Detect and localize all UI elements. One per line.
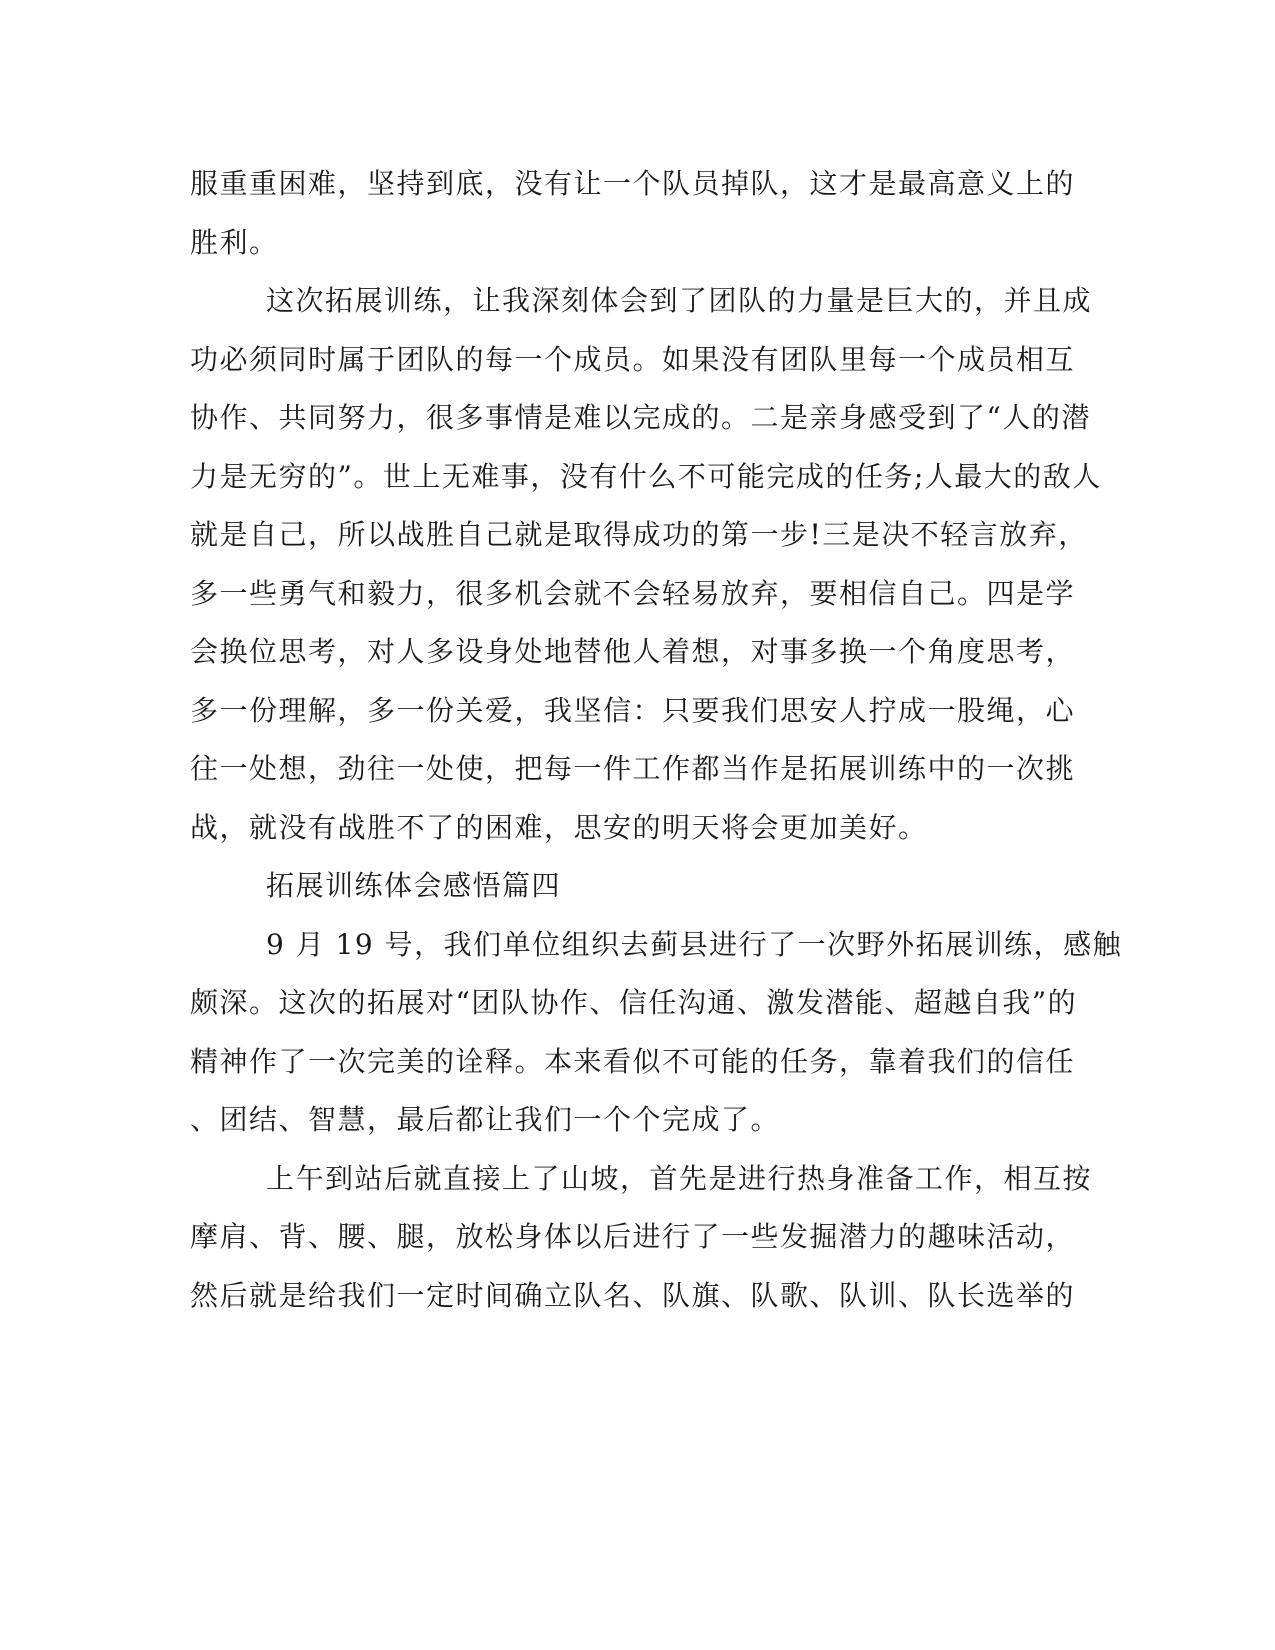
text-line: 往一处想，劲往一处使，把每一件工作都当作是拓展训练中的一次挑	[190, 752, 1076, 785]
paragraph-first-line: 这次拓展训练，让我深刻体会到了团队的力量是巨大的，并且成	[266, 284, 1093, 317]
paragraph-first-line: 上午到站后就直接上了山坡，首先是进行热身准备工作，相互按	[266, 1161, 1093, 1195]
text-line: 协作、共同努力，很多事情是难以完成的。二是亲身感受到了“人的潜	[190, 401, 1091, 434]
text-line: 战，就没有战胜不了的困难，思安的明天将会更加美好。	[190, 810, 928, 844]
text-line: 然后就是给我们一定时间确立队名、队旗、队歌、队训、队长选举的	[190, 1278, 1076, 1312]
text-line: 就是自己，所以战胜自己就是取得成功的第一步!三是决不轻言放弃，	[190, 518, 1088, 551]
paragraph-first-line: 9 月 19 号，我们单位组织去蓟县进行了一次野外拓展训练，感触	[266, 927, 1123, 961]
text-line: 精神作了一次完美的诠释。本来看似不可能的任务，靠着我们的信任	[190, 1044, 1076, 1078]
text-line: 胜利。	[190, 225, 279, 259]
paragraph-first-line: 拓展训练体会感悟篇四	[266, 869, 562, 902]
text-line: 功必须同时属于团队的每一个成员。如果没有团队里每一个成员相互	[190, 342, 1076, 376]
text-line: 多一份理解，多一份关爱，我坚信：只要我们思安人拧成一股绳，心	[190, 693, 1076, 727]
text-line: 服重重困难，坚持到底，没有让一个队员掉队，这才是最高意义上的	[190, 167, 1076, 200]
text-line: 多一些勇气和毅力，很多机会就不会轻易放弃，要相信自己。四是学	[190, 576, 1076, 610]
text-line: 摩肩、背、腰、腿，放松身体以后进行了一些发掘潜力的趣味活动，	[190, 1220, 1076, 1253]
text-line: 力是无穷的”。世上无难事，没有什么不可能完成的任务;人最大的敌人	[190, 459, 1102, 493]
text-line: 、团结、智慧，最后都让我们一个个完成了。	[190, 1103, 781, 1136]
text-line: 颇深。这次的拓展对“团队协作、信任沟通、激发潜能、超越自我”的	[190, 986, 1078, 1019]
text-line: 会换位思考，对人多设身处地替他人着想，对事多换一个角度思考，	[190, 635, 1076, 668]
